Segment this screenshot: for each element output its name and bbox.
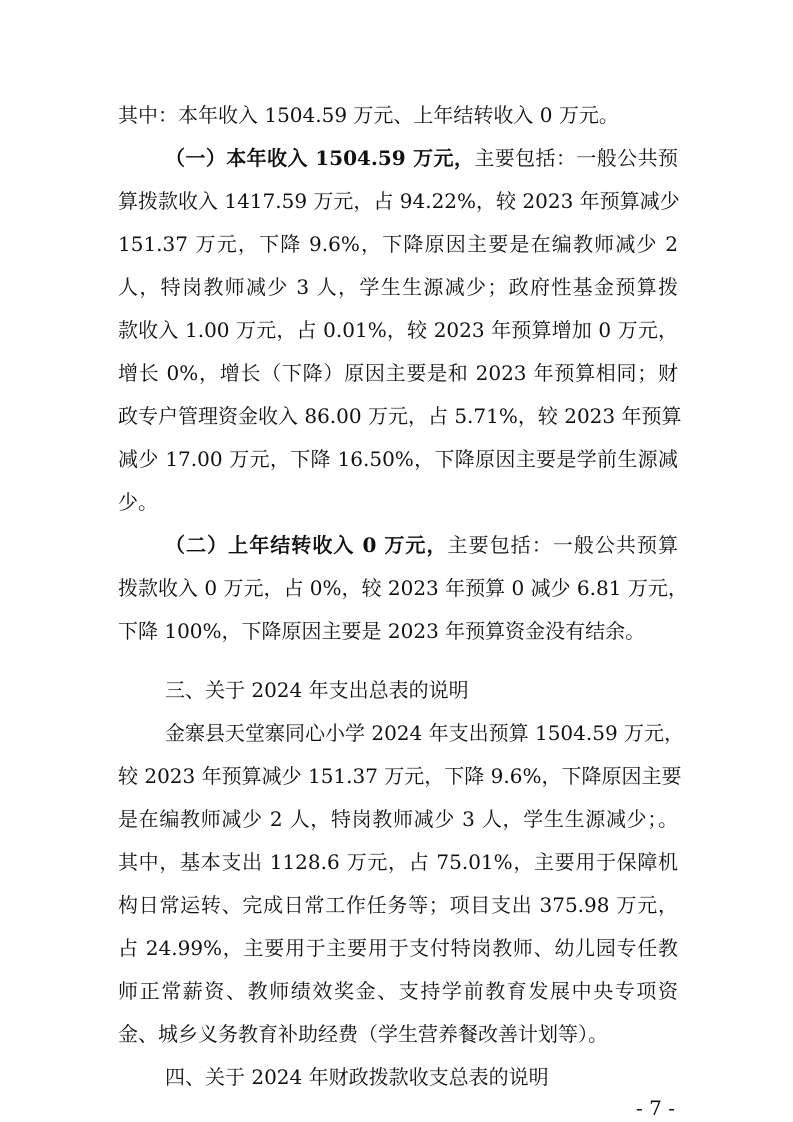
paragraph-line: 较 2023 年预算减少 151.37 万元，下降 9.6%，下降原因主要 (118, 764, 682, 788)
paragraph-line: 其中：本年收入 1504.59 万元、上年结转收入 0 万元。 (118, 103, 619, 127)
paragraph-line-income (165, 144, 678, 172)
section-subheading: （一）本年收入 1504.59 万元， (165, 146, 475, 170)
paragraph-line: 构日常运转、完成日常工作任务等；项目支出 375.98 万元， (118, 893, 678, 917)
paragraph-line: 占 24.99%，主要用于主要用于支付特岗教师、幼儿园专任教 (118, 936, 678, 960)
paragraph-line: 下降 100%，下降原因主要是 2023 年预算资金没有结余。 (118, 619, 646, 643)
paragraph-line-carryover (165, 531, 678, 559)
paragraph-line: 151.37 万元，下降 9.6%，下降原因主要是在编教师减少 2 (118, 232, 678, 256)
paragraph-line: 拨款收入 0 万元，占 0%，较 2023 年预算 0 减少 6.81 万元， (118, 576, 688, 600)
paragraph-line: 金寨县天堂寨同心小学 2024 年支出预算 1504.59 万元， (165, 721, 685, 745)
section-heading-fiscal: 四、关于 2024 年财政拨款收支总表的说明 (165, 1065, 549, 1089)
paragraph-line: 款收入 1.00 万元，占 0.01%，较 2023 年预算增加 0 万元， (118, 318, 678, 342)
paragraph-line: 人，特岗教师减少 3 人，学生生源减少；政府性基金预算拨 (118, 275, 678, 299)
page-number: - 7 - (636, 1096, 675, 1120)
paragraph-line: 其中，基本支出 1128.6 万元，占 75.01%，主要用于保障机 (118, 850, 678, 874)
paragraph-line: 师正常薪资、教师绩效奖金、支持学前教育发展中央专项资 (118, 979, 678, 1003)
section-subheading: （二）上年结转收入 0 万元， (165, 533, 448, 557)
paragraph-line: 减少 17.00 万元，下降 16.50%，下降原因主要是学前生源减 (118, 447, 678, 471)
paragraph-line: 少。 (118, 490, 158, 514)
paragraph-line: 是在编教师减少 2 人，特岗教师减少 3 人，学生生源减少；。 (118, 807, 678, 831)
paragraph-line: 政专户管理资金收入 86.00 万元，占 5.71%，较 2023 年预算 (118, 404, 682, 428)
paragraph-line: 算拨款收入 1417.59 万元，占 94.22%，较 2023 年预算减少 (118, 189, 680, 213)
section-heading-expenditure: 三、关于 2024 年支出总表的说明 (165, 678, 469, 702)
paragraph-line: 增长 0%，增长（下降）原因主要是和 2023 年预算相同；财 (118, 361, 678, 385)
paragraph-text: 主要包括：一般公共预算 (447, 533, 679, 557)
paragraph-line: 金、城乡义务教育补助经费（学生营养餐改善计划等）。 (118, 1022, 608, 1046)
paragraph-text: 主要包括：一般公共预 (474, 146, 679, 170)
